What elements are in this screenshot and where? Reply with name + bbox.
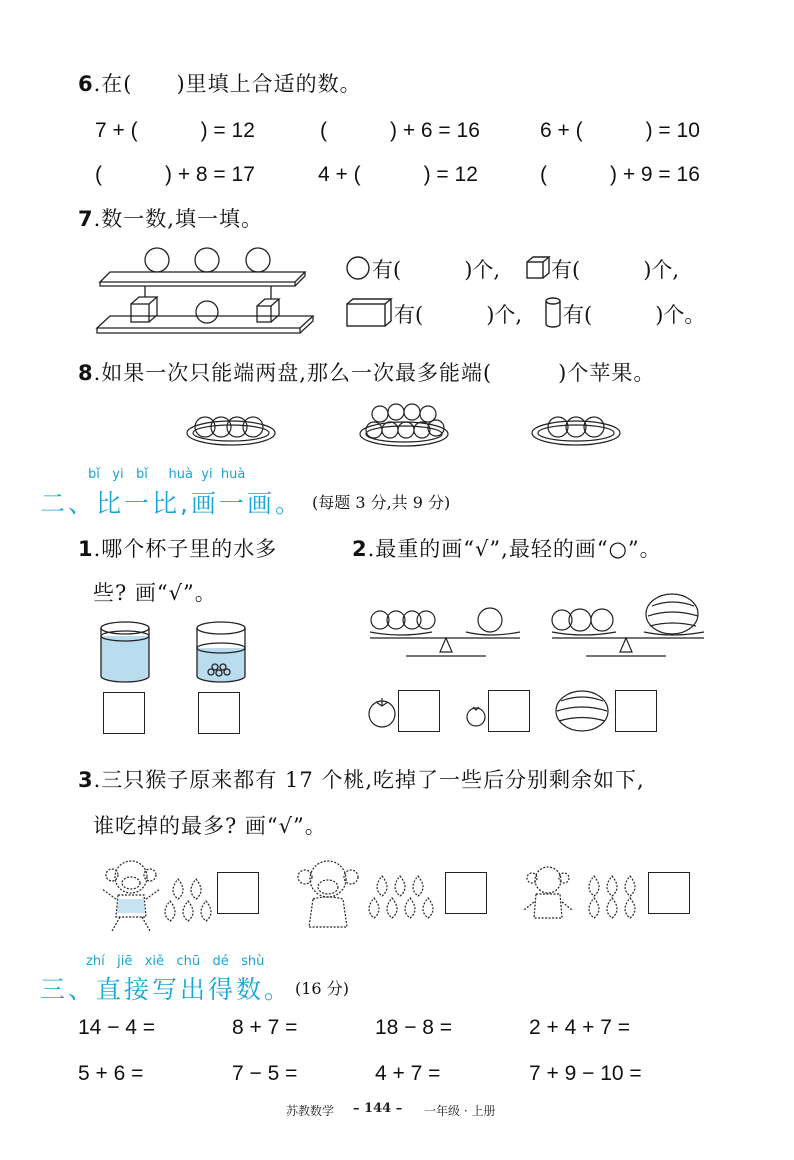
s3-eq-8: 7 + 9 − 10 = [529, 1062, 642, 1085]
section3-heading: 三、直接写出得数。 [40, 975, 293, 1004]
monkey-2-answer-box[interactable] [445, 872, 487, 914]
s3-eq-6: 7 − 5 = [232, 1062, 298, 1085]
footer-book-title: 苏教数学 [286, 1104, 335, 1118]
section2-pinyin: bǐ yi bǐ huà yi huà [88, 467, 246, 482]
q6-title: 6.在( )里填上合适的数。 [78, 72, 362, 96]
s2-q1-line1: 1.哪个杯子里的水多 [78, 537, 278, 561]
small-fruit-icon [465, 702, 487, 728]
s2-q2-text: 2.最重的画“√”,最轻的画“○”。 [352, 537, 662, 561]
tomato-answer-box[interactable] [398, 690, 440, 732]
plate-of-apples-3 [530, 405, 622, 447]
s3-eq-5: 5 + 6 = [78, 1062, 144, 1085]
circle-shape-2 [195, 248, 219, 272]
peaches-group-1 [162, 875, 214, 927]
ball-shape [196, 301, 218, 323]
q6-eq-1: 7 + ( ) = 12 [95, 119, 255, 142]
water-cup-2 [194, 620, 248, 684]
s3-eq-4: 2 + 4 + 7 = [529, 1016, 631, 1039]
s2-q3-line1: 3.三只猴子原来都有 17 个桃,吃掉了一些后分别剩余如下, [78, 768, 645, 792]
water-cup-1 [98, 620, 152, 684]
q7-title: 7.数一数,填一填。 [78, 207, 263, 231]
cube-shape [131, 304, 149, 322]
watermelon-answer-box[interactable] [615, 690, 657, 732]
monkey-1 [96, 855, 166, 935]
q7-line1b: 有( )个, [551, 258, 680, 282]
s3-eq-7: 4 + 7 = [375, 1062, 441, 1085]
section2-score-note: (每题 3 分,共 9 分) [312, 493, 451, 512]
plate-of-apples-2 [358, 400, 450, 448]
balance-scale-2 [548, 590, 708, 660]
cylinder-icon [543, 296, 563, 330]
section3-pinyin: zhí jiē xiě chū dé shù [86, 954, 265, 969]
shelf-shapes-illustration [95, 240, 325, 340]
circle-shape-3 [246, 248, 270, 272]
cuboid-icon [345, 298, 393, 328]
q7-line1a: 有( )个, [372, 258, 501, 282]
cup-1-answer-box[interactable] [103, 692, 145, 734]
footer-grade: 一年级 · 上册 [424, 1104, 496, 1118]
s3-eq-1: 14 − 4 = [78, 1016, 156, 1039]
q6-eq-6: ( ) + 9 = 16 [540, 163, 700, 186]
cube-icon [525, 255, 551, 281]
monkey-2 [293, 855, 363, 935]
s3-eq-2: 8 + 7 = [232, 1016, 298, 1039]
s2-q1-line2: 些? 画“√”。 [93, 581, 217, 605]
sphere-icon [345, 255, 371, 281]
peaches-group-3 [578, 872, 648, 924]
q6-eq-4: ( ) + 8 = 17 [95, 163, 255, 186]
box-shape [257, 306, 271, 322]
circle-shape-1 [145, 248, 169, 272]
footer-page-number: – 144 – [353, 1101, 403, 1116]
small-fruit-answer-box[interactable] [488, 690, 530, 732]
cup-2-answer-box[interactable] [198, 692, 240, 734]
section3-score-note: (16 分) [295, 979, 349, 998]
s2-q3-line2: 谁吃掉的最多? 画“√”。 [93, 814, 327, 838]
peaches-group-2 [366, 872, 442, 924]
q8-title: 8.如果一次只能端两盘,那么一次最多能端( )个苹果。 [78, 361, 656, 385]
q6-eq-2: ( ) + 6 = 16 [320, 119, 480, 142]
s3-eq-3: 18 − 8 = [375, 1016, 453, 1039]
balance-scale-1 [366, 598, 526, 660]
q7-line2a: 有( )个, [394, 303, 523, 327]
monkey-3-answer-box[interactable] [648, 872, 690, 914]
q6-eq-3: 6 + ( ) = 10 [540, 119, 700, 142]
section2-heading: 二、比一比,画一画。 [40, 489, 303, 518]
monkey-1-answer-box[interactable] [217, 872, 259, 914]
q7-line2b: 有( )个。 [563, 303, 706, 327]
q6-eq-5: 4 + ( ) = 12 [318, 163, 478, 186]
monkey-3 [520, 862, 576, 932]
tomato-icon [366, 694, 398, 730]
watermelon-icon [553, 688, 611, 734]
plate-of-apples-1 [185, 405, 277, 447]
